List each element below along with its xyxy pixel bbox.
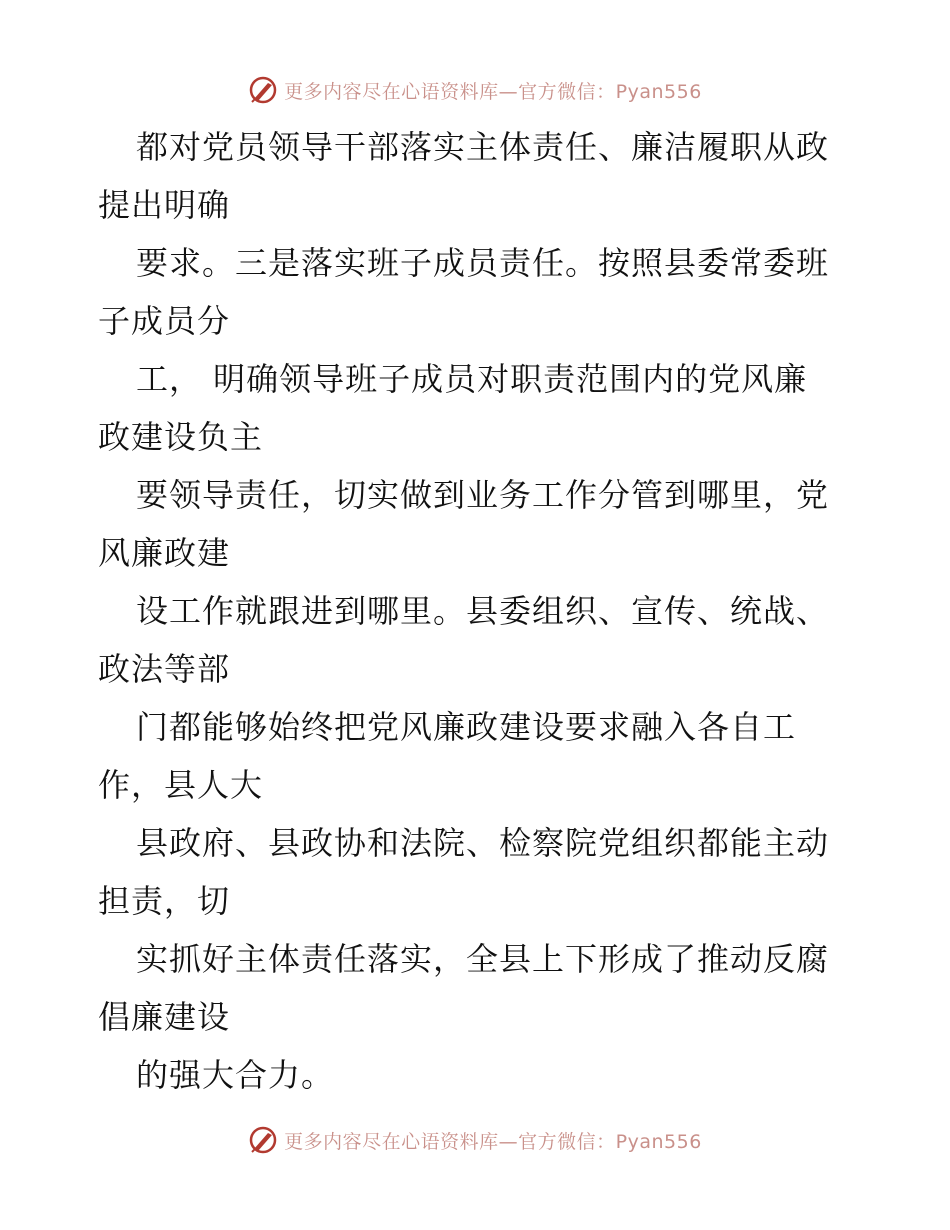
paragraph	[98, 930, 858, 1046]
paragraph-line: 倡廉建设	[98, 998, 231, 1036]
watermark-text: 更多内容尽在心语资料库—官方微信：Pyan556	[284, 1130, 702, 1153]
paragraph-line: 县政府、县政协和法院、检察院党组织都能主动	[136, 824, 830, 862]
paragraph-line: 政建设负主	[98, 418, 264, 456]
document-body	[98, 118, 858, 1104]
quill-pen-logo-icon	[248, 75, 278, 105]
paragraph-line: 要领导责任，切实做到业务工作分管到哪里，党	[136, 476, 830, 514]
paragraph	[98, 234, 858, 350]
paragraph	[98, 466, 858, 582]
quill-pen-logo-icon	[248, 1125, 278, 1155]
paragraph-line: 提出明确	[98, 186, 231, 224]
paragraph-line: 都对党员领导干部落实主体责任、廉洁履职从政	[136, 128, 830, 166]
paragraph	[98, 350, 858, 466]
paragraph-line: 政法等部	[98, 650, 231, 688]
paragraph-line: 要求。三是落实班子成员责任。按照县委常委班	[136, 244, 830, 282]
paragraph	[98, 814, 858, 930]
paragraph-line: 工， 明确领导班子成员对职责范围内的党风廉	[136, 360, 808, 398]
paragraph-line: 作，县人大	[98, 766, 264, 804]
footer-watermark	[0, 1120, 950, 1160]
header-watermark	[0, 70, 950, 110]
paragraph-line: 子成员分	[98, 302, 231, 340]
paragraph-line: 设工作就跟进到哪里。县委组织、宣传、统战、	[136, 592, 830, 630]
paragraph	[98, 1046, 858, 1104]
paragraph-line: 门都能够始终把党风廉政建设要求融入各自工	[136, 708, 797, 746]
paragraph-line: 的强大合力。	[136, 1056, 335, 1094]
paragraph	[98, 698, 858, 814]
paragraph-line: 实抓好主体责任落实，全县上下形成了推动反腐	[136, 940, 830, 978]
paragraph	[98, 118, 858, 234]
paragraph-line: 风廉政建	[98, 534, 231, 572]
watermark-text: 更多内容尽在心语资料库—官方微信：Pyan556	[284, 80, 702, 103]
paragraph	[98, 582, 858, 698]
paragraph-line: 担责，切	[98, 882, 231, 920]
